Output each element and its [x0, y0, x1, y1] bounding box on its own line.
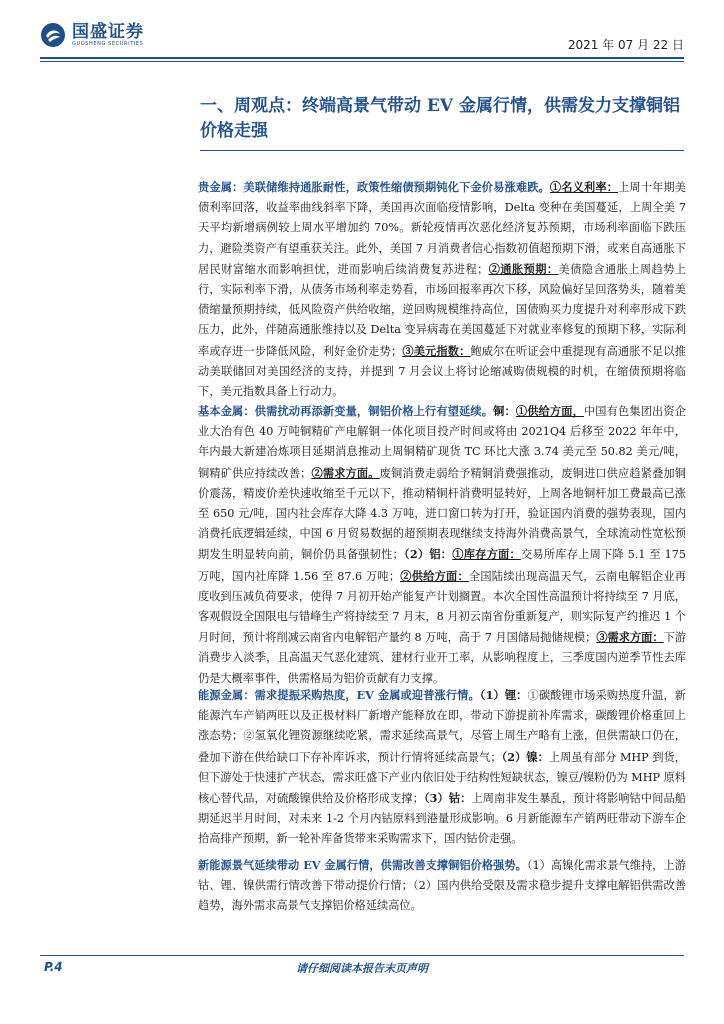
- base-text-2: 废铜消费走弱给予精铜消费强推动，废铜进口供应趋紧叠加铜价震荡，精废价差快速收缩至千元以下，推动精铜杆消费明显转好，上周各地铜杆加工费最高已涨至 650 元/吨，国内社会库存大降 4.3 万吨，进口窗口转为打开，验证国内消费的强势表现，国内消费托底逻辑延续，中国 6 月贸易数据的超预期表现继续支持海外消费高景气，全球流动性宽松预期发生明显转向前，铜价仍具备强韧性；: [198, 466, 686, 562]
- base-aluminum-label: （2）铝：: [403, 547, 453, 562]
- precious-text-3: 鲍威尔在听证会中重提现有高通胀不足以推动美联储回对美国经济的支持，并提到 7 月会议上将讨论缩减购债规模的时机，在缩债预期将临下，美元指数具备上行动力。: [198, 344, 686, 399]
- page-number: P.4: [44, 960, 63, 974]
- brand-name: 国盛证券: [72, 22, 144, 42]
- base-copper-demand-label: ②需求方面。: [311, 465, 380, 480]
- section-title: 一、周观点：终端高景气带动 EV 金属行情，供需发力支撑铜铝价格走强: [200, 96, 680, 141]
- energy-nickel-label: （2）镍：: [501, 749, 549, 764]
- precious-dollar-label: ③美元指数：: [402, 343, 471, 358]
- base-lead: 基本金属：供需扰动再添新变量，铜铝价格上行有望延续。: [198, 404, 494, 418]
- nev-text-1: （1）高镍化需求景气维持，上游钴、锂、镍供需行情改善下带动提价行情；（2）国内供给受限及需求稳步提升支撑电解铝供需改善趋势，海外需求高景气支撑铝价格延续高位。: [198, 859, 686, 913]
- footer-rule: [40, 955, 684, 956]
- precious-inflation-label: ②通胀预期：: [488, 261, 559, 276]
- energy-cobalt-label: （3）钴：: [423, 791, 472, 806]
- base-text-4: 全国陆续出现高温天气，云南电解铝企业再度收到压减负荷要求，使得 7 月初开始产能复产计划搁置。本次全国性高温预计将持续至 7 月底，客观假设全国限电与错峰生产将持续至 7 月末，8 月初云南省份重新复产，则实际复产约推迟 1 个月时间，预计将削减云南省内电解铝产量约 8 万吨，高于 7 月国储局抛储规模；: [198, 569, 686, 645]
- base-copper-label: 铜：: [493, 404, 516, 418]
- header-rule-thin: [40, 61, 684, 62]
- brand-subtitle: GUOSHENG SECURITIES: [72, 41, 144, 47]
- base-text-1: 中国有色集团出资企业大冶有色 40 万吨铜精矿产电解铜一体化项目投产时间或将由 2021Q4 后移至 2022 年年中，年内最大新建冶炼项目延期消息推动上周铜精矿现货 TC 环比大涨 3.74 美元至 50.82 美元/吨，铜精矿供应持续改善；: [198, 405, 686, 480]
- energy-text-3: 上周南非发生暴乱，预计将影响钴中间品船期延迟半月时间，对未来 1-2 个月内钴原料到港量形成影响。6 月新能源车产销两旺带动下游车企拾高排产预期，新一轮补库备货带来采购需求下，国内钴价走强。: [198, 792, 686, 846]
- brand-logo: [40, 22, 144, 48]
- base-text-5: 下游消费步入淡季，且高温天气恶化建筑、建材行业开工率，从影响程度上，三季度国内逆季节性去库仍是大概率事件，供需格局为铝价贡献有力支撑。: [198, 631, 686, 685]
- precious-text-1: 上周十年期美债利率回落，收益率曲线斜率下降，美国再次面临疫情影响，Delta 变种在美国蔓延，上周全美 7 天平均新增病例较上周水平增加约 70%。新轮疫情再次恶化经济复苏预期，市场利率面临下跌压力，避险类资产有望重获关注。此外，美国 7 月消费者信心指数初值超预期下滑，或来自高通胀下居民财富缩水而影响担忧，进而影响后续消费复苏进程；: [198, 181, 686, 276]
- title-rule: [200, 150, 684, 151]
- footer-disclaimer: 请仔细阅读本报告末页声明: [296, 962, 428, 975]
- precious-nominal-rate-label: ①名义利率：: [549, 180, 619, 194]
- header-rule: [40, 57, 684, 59]
- nev-lead: 新能源景气延续带动 EV 金属行情，供需改善支撑铜铝价格强势。: [198, 858, 527, 872]
- report-date: 2021 年 07 月 22 日: [567, 38, 684, 52]
- energy-text-2: 上周虽有部分 MHP 到货，但下游处于快速扩产状态，需求旺盛下产业内依旧处于结构性短缺状态，镍豆/镍粉仍为 MHP 原料核心替代品，对硫酸镍供给及价格形成支撑；: [198, 750, 686, 806]
- page-header: [0, 0, 724, 64]
- nev-summary-paragraph: [198, 855, 686, 917]
- base-text-3: 交易所库存上周下降 5.1 至 175 万吨，国内社库降 1.56 至 87.6 万吨；: [198, 548, 686, 583]
- base-aluminum-demand-label: ③需求方面：: [596, 630, 664, 645]
- precious-lead: 贵金属：美联储维持通胀耐性，政策性缩债预期钝化下金价易涨难跌。: [198, 180, 550, 194]
- precious-metals-paragraph: [198, 177, 686, 402]
- base-aluminum-inventory-label: ①库存方面：: [452, 547, 521, 562]
- energy-lithium-label: （1）锂：: [479, 688, 528, 702]
- base-metals-paragraph: [198, 401, 686, 689]
- energy-metals-paragraph: [198, 685, 686, 850]
- brand-logo-icon: [40, 22, 66, 48]
- base-aluminum-supply-label: ②供给方面：: [400, 568, 469, 583]
- precious-text-2: 美债隐含通胀上周趋势上行，实际利率下滑，从债务市场利率走势看，市场回报率再次下移，风险偏好呈回落势头，随着美债缩量预期持续，低风险资产供给收缩，逆回购规模维持高位，国债购买力度提升对利率形成下跌压力，此外，伴随高通胀维持以及 Delta 变异病毒在美国蔓延下对就业率修复的预期下移，实际利率或存进一步降低风险，利好金价走势；: [198, 262, 686, 358]
- energy-text-1: ①碳酸锂市场采购热度升温，新能源汽车产销两旺以及正极材料厂新增产能释放在即，带动下游提前补库需求，碳酸锂价格重回上涨态势；②氢氧化锂资源继续吃紧，需求延续高景气，尽管上周生产略有上涨，但供需缺口仍在，叠加下游在供给缺口下存补库诉求，预计行情将延续高景气；: [198, 689, 686, 764]
- energy-lead: 能源金属：需求提振采购热度，EV 金属或迎普涨行情。: [198, 688, 480, 702]
- base-copper-supply-label: ①供给方面，: [515, 404, 584, 418]
